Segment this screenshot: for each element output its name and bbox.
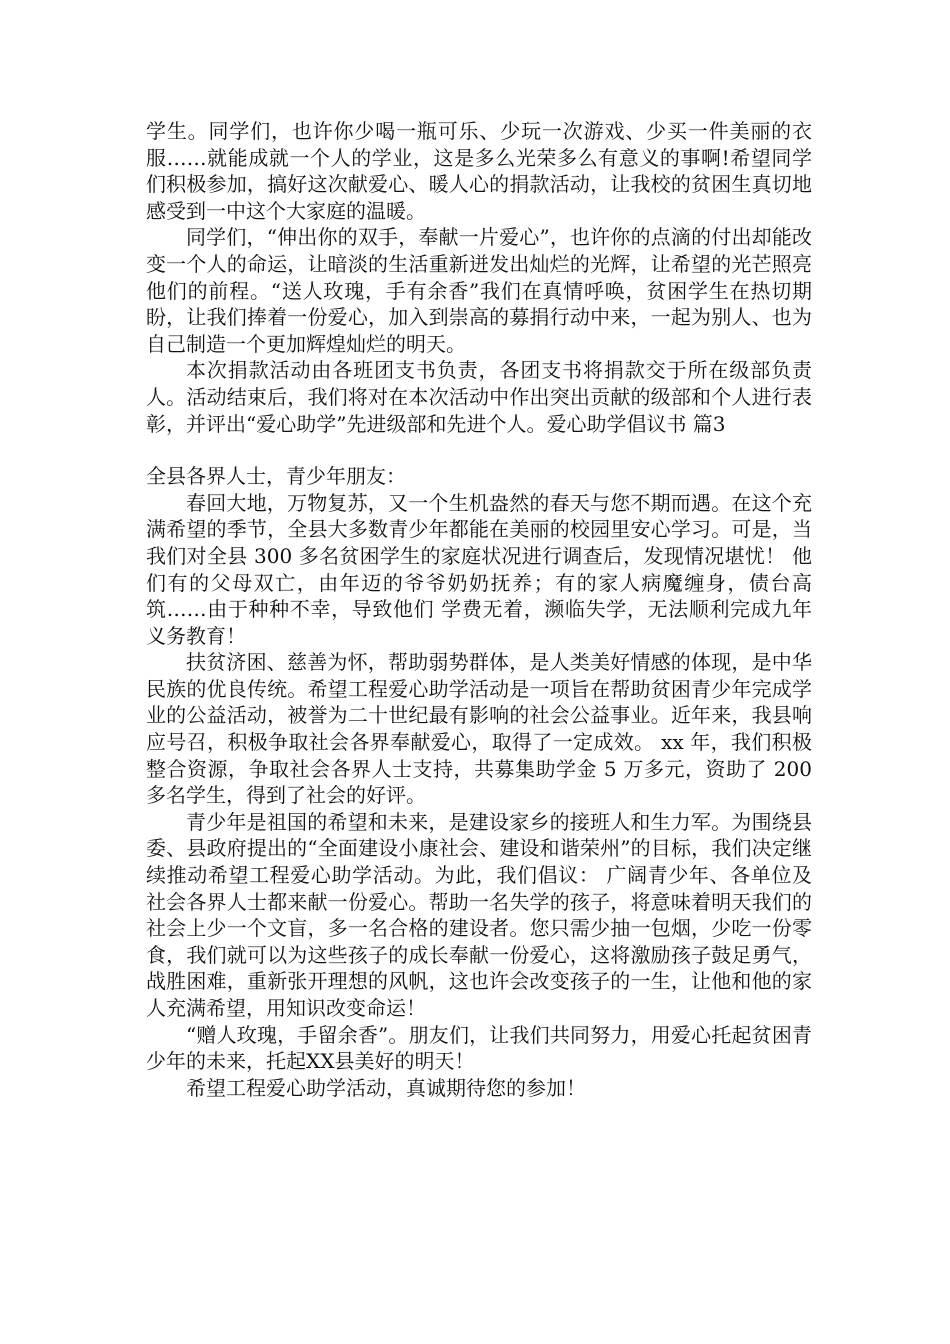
paragraph-6: 扶贫济困、慈善为怀，帮助弱势群体，是人类美好情感的体现，是中华民族的优良传统。希望工程爱心助学活动是一项旨在帮助贫困青少年完成学业的公益活动，被誉为二十世纪最有影响的社会公益事业。近年来，我县响应号召，积极争取社会各界奉献爱心，取得了一定成效。 xx 年，我们积极整合资源，争取社会各界人士支持，共募集助学金 5 万多元，资助了 200 多名学生，得到了社会的好评。: [146, 650, 812, 808]
paragraph-1: 学生。同学们，也许你少喝一瓶可乐、少玩一次游戏、少买一件美丽的衣服……就能成就一个人的学业，这是多么光荣多么有意义的事啊!希望同学们积极参加，搞好这次献爱心、暖人心的捐款活动，让我校的贫困生真切地感受到一中这个大家庭的温暖。: [146, 119, 812, 223]
paragraph-9: 希望工程爱心助学活动，真诚期待您的参加！: [186, 1075, 586, 1100]
salutation: 全县各界人士，青少年朋友：: [146, 464, 406, 489]
paragraph-5: 春回大地，万物复苏，又一个生机盎然的春天与您不期而遇。在这个充满希望的季节，全县大多数青少年都能在美丽的校园里安心学习。可是，当我们对全县 300 多名贫困学生的家庭状况进行调查后，发现情况堪忧！ 他们有的父母双亡，由年迈的爷爷奶奶抚养；有的家人病魔缠身，债台高筑……由于种种不幸，导致他们 学费无着，濒临失学，无法顺利完成九年义务教育！: [146, 490, 812, 648]
paragraph-8: “赠人玫瑰，手留余香”。朋友们，让我们共同努力，用爱心托起贫困青少年的未来，托起XX县美好的明天！: [146, 1022, 812, 1074]
paragraph-3: 本次捐款活动由各班团支书负责，各团支书将捐款交于所在级部负责人。活动结束后，我们将对在本次活动中作出突出贡献的级部和个人进行表彰，并评出“爱心助学”先进级部和先进个人。爱心助学倡议书 篇3: [146, 358, 812, 436]
paragraph-2: 同学们，“伸出你的双手，奉献一片爱心”，也许你的点滴的付出却能改变一个人的命运，让暗淡的生活重新迸发出灿烂的光辉，让希望的光芒照亮他们的前程。“送人玫瑰，手有余香”我们在真情呼唤，贫困学生在热切期盼，让我们捧着一份爱心，加入到崇高的募捐行动中来，一起为别人、也为自己制造一个更加辉煌灿烂的明天。: [146, 225, 812, 356]
document-body: [146, 118, 812, 1101]
paragraph-7: 青少年是祖国的希望和未来，是建设家乡的接班人和生力军。为围绕县委、县政府提出的“全面建设小康社会、建设和谐荣州”的目标，我们决定继续推动希望工程爱心助学活动。为此，我们倡议： 广阔青少年、各单位及社会各界人士都来献一份爱心。帮助一名失学的孩子，将意味着明天我们的社会上少一个文盲，多一名合格的建设者。您只需少抽一包烟，少吃一份零食，我们就可以为这些孩子的成长奉献一份爱心，这将激励孩子鼓足勇气，战胜困难，重新张开理想的风帆，这也许会改变孩子的一生，让他和他的家人充满希望，用知识改变命运！: [146, 809, 812, 1020]
